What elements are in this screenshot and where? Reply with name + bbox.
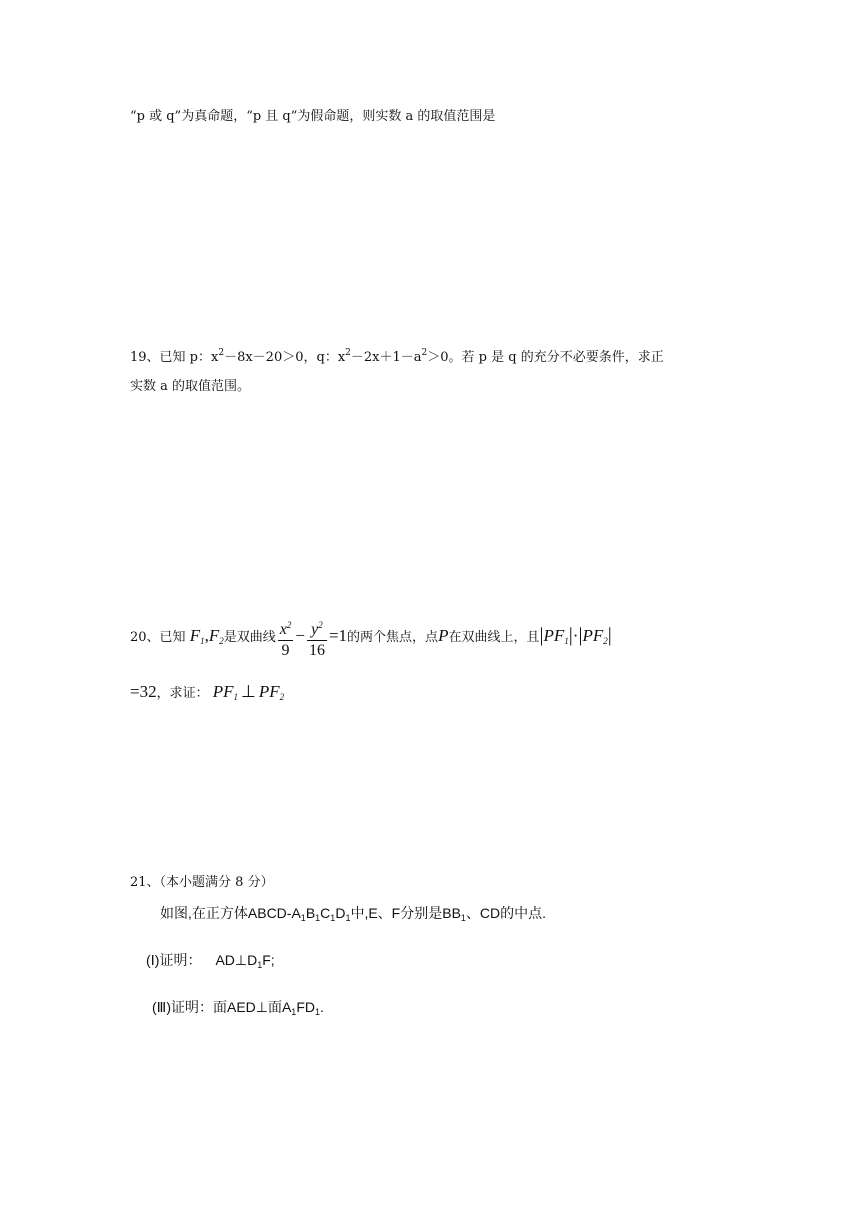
q19-superscript: 2: [345, 348, 351, 358]
q19-superscript: 2: [421, 348, 428, 358]
q19-number: 19、: [130, 350, 160, 365]
q21-header: 21、（本小题满分 8 分）: [130, 875, 274, 890]
q20-line-2: [130, 680, 284, 709]
q20-text: 在双曲线上，且: [448, 630, 540, 645]
q19-text-4: ＞0。若 p 是 q 的充分不必要条件，求正: [427, 350, 664, 365]
segment-pf1: $PF_1$: [543, 626, 569, 646]
dot-operator: ·: [572, 626, 579, 645]
abs-bar: |: [539, 624, 544, 646]
q18-tail-text: “p 或 q”为真命题，“p 且 q”为假命题，则实数 a 的取值范围是: [130, 109, 496, 124]
q21-part-1: (Ⅰ)证明： $AD\perp D_1F$;: [146, 952, 275, 970]
segment-pf2: $PF_2$: [582, 626, 608, 646]
q19-line-1: [130, 344, 664, 367]
comma: ,: [204, 626, 209, 645]
q19-line-2: 实数 a 的取值范围。: [130, 379, 251, 394]
focus-f1: $F_1$: [189, 626, 205, 646]
q20-text: 是双曲线: [223, 630, 276, 645]
q21-part-2: (Ⅲ)证明：面AED⊥面$A_1FD_1$.: [152, 999, 324, 1017]
abs-bar: |: [578, 624, 583, 646]
abs-bar: |: [568, 624, 573, 646]
focus-f2: $F_2$: [208, 626, 224, 646]
abs-bar: |: [607, 624, 612, 646]
perpendicular-symbol: ⊥: [241, 682, 256, 701]
minus-sign: −: [295, 626, 305, 645]
part-1-label: (Ⅰ)证明：: [146, 952, 202, 968]
q19-text-2: －8x－20＞0，q：x: [224, 350, 346, 365]
q19-text-1: 已知 p：x: [159, 350, 219, 365]
q20-text: ，求证：: [156, 686, 209, 701]
q19-superscript: 2: [218, 348, 225, 358]
q20-text: 已知: [159, 630, 186, 645]
equals-one: =1: [328, 626, 348, 645]
fraction-x2-over-9: $\frac{x^2}{9}$: [279, 619, 292, 659]
equals-32: =32: [130, 682, 157, 701]
q20-number: 20、: [130, 630, 160, 645]
point-p: P: [438, 626, 449, 645]
q19-text-3: －2x＋1－a: [350, 350, 422, 365]
segment-pf2: $PF_2$: [258, 682, 285, 702]
fraction-y2-over-16: $\frac{y^2}{16}$: [308, 619, 325, 659]
q20-text: 的两个焦点，点: [347, 630, 439, 645]
segment-pf1: $PF_1$: [212, 682, 239, 702]
q21-intro: 如图,在正方体ABCD-$A_1B_1C_1D_1$中,E、F分别是$BB_1$、CD的中点.: [160, 905, 547, 923]
q20-line-1: [130, 612, 612, 664]
